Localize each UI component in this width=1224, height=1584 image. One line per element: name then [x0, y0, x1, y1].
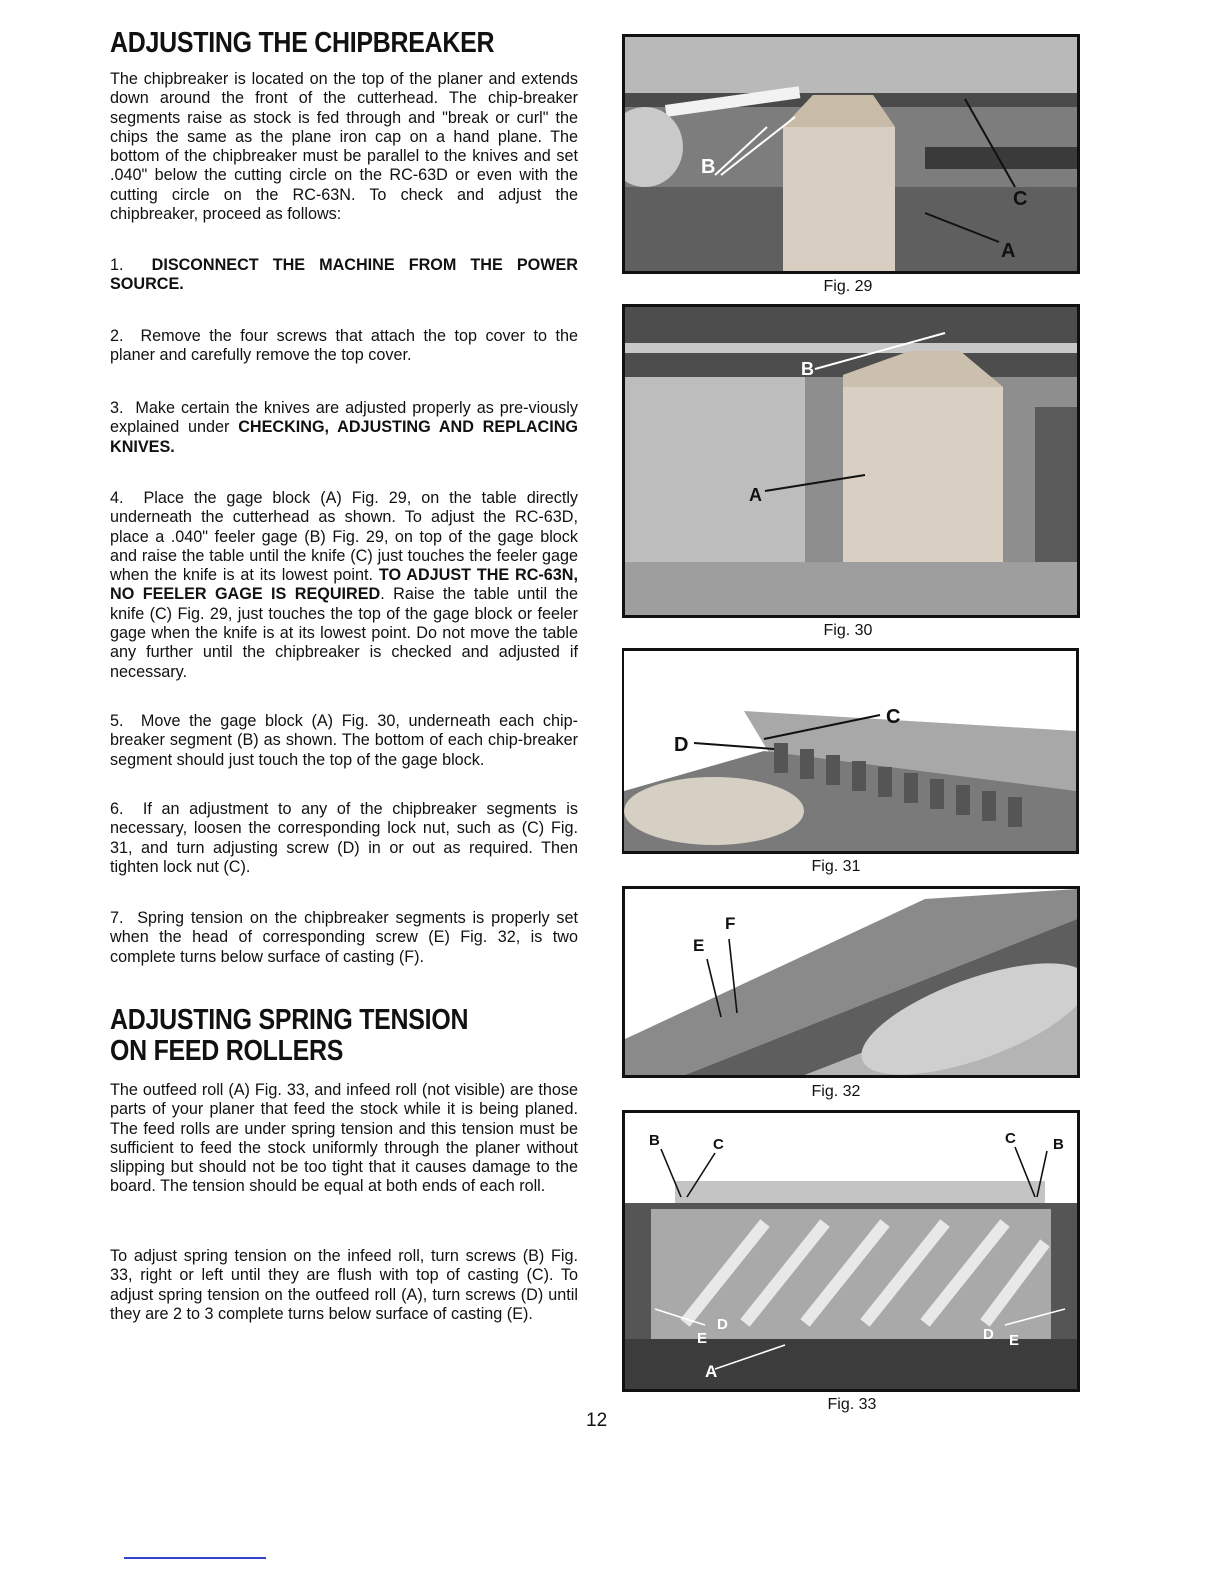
step-6-number: 6. [110, 800, 124, 818]
fig33-label-c-right: C [1005, 1130, 1016, 1147]
figure-33-caption: Fig. 33 [827, 1396, 877, 1413]
fig29-label-a: A [1001, 240, 1016, 262]
figure-32-photo [622, 886, 1080, 1078]
step-4 [110, 489, 578, 682]
fig31-label-d: D [674, 734, 689, 756]
step-6-text: If an adjustment to any of the chipbreaker segments is necessary, loosen the corresponding lock nut, such as (C) Fig. 31, and turn adjusting screw (D) in or out as required. Then tighten lock nut (C). [110, 800, 579, 876]
fig33-label-b-right: B [1053, 1136, 1064, 1153]
figure-29-caption: Fig. 29 [823, 278, 873, 295]
chipbreaker-intro: The chipbreaker is located on the top of the planer and extends down around the front of the cutterhead. The chip-breaker segments raise as stock is fed through and "break or curl" the chips the same as the plane iron cap on a hand plane. The bottom of the chipbreaker must be parallel to the knives and set .040" below the cutting circle on the RC-63D or even with the cutting circle on the RC-63N. To check and adjust the chipbreaker, proceed as follows: [110, 70, 578, 224]
fig33-label-b-left: B [649, 1132, 660, 1149]
section-title-line-1: ADJUSTING SPRING TENSION [110, 1004, 469, 1036]
step-2 [110, 327, 578, 366]
step-4-bold: TO ADJUST THE RC-63N, NO FEELER GAGE IS REQUIRED [110, 566, 578, 604]
figure-31-caption: Fig. 31 [811, 858, 861, 875]
step-4-text-b: . Raise the table until the knife (C) Fig. 29, just touches the top of the gage block or feeler gage when the knife is at its lowest point. Do not move the table any further until the chipbreaker is checked and adjusted if necessary. [110, 585, 578, 681]
fig29-label-c: C [1013, 188, 1028, 210]
section-title-chipbreaker: ADJUSTING THE CHIPBREAKER [110, 27, 495, 59]
step-4-text-a: Place the gage block (A) Fig. 29, on the table directly underneath the cutterhead as shown. To adjust the RC-63D, place a .040" feeler gage (B) Fig. 29, on top of the gage block and raise the table until the knife (C) just touches the feeler gage when the knife is at its lowest point. [110, 489, 579, 585]
step-6 [110, 800, 578, 877]
section-title-feed-rollers [110, 1005, 468, 1067]
step-7-text: Spring tension on the chipbreaker segments is properly set when the head of corresponding screw (E) Fig. 32, is two complete turns below surface of casting (F). [110, 909, 578, 966]
step-7 [110, 909, 578, 967]
fig33-label-a: A [705, 1362, 718, 1381]
page-number: 12 [586, 1410, 608, 1431]
step-5-number: 5. [110, 712, 124, 730]
figure-29-photo [622, 34, 1080, 274]
step-3-bold-ref: CHECKING, ADJUSTING AND REPLACING KNIVES. [110, 418, 579, 456]
step-1-number: 1. [110, 256, 124, 274]
step-3 [110, 399, 578, 457]
fig32-label-f: F [725, 914, 736, 933]
step-1 [110, 256, 578, 295]
fig30-label-b: B [801, 359, 814, 379]
fig33-label-d-right: D [983, 1326, 994, 1343]
figure-30-caption: Fig. 30 [823, 622, 873, 639]
figure-31-photo [622, 648, 1079, 854]
fig33-label-c-left: C [713, 1136, 724, 1153]
step-2-text: Remove the four screws that attach the top cover to the planer and carefully remove the top cover. [110, 327, 579, 365]
feed-rollers-para-1: The outfeed roll (A) Fig. 33, and infeed roll (not visible) are those parts of your planer that feed the stock while it is being planed. The feed rolls are under spring tension and this tension must be sufficient to feed the stock uniformly through the planer without slipping but should not be too tight that it causes damage to the board. The tension should be equal at both ends of each roll. [110, 1081, 578, 1196]
feed-rollers-para-2: To adjust spring tension on the infeed roll, turn screws (B) Fig. 33, right or left until they are flush with top of casting (C). To adjust spring tension on the outfeed roll (A), turn screws (D) until they are 2 to 3 complete turns below surface of casting (E). [110, 1247, 578, 1323]
step-3-text: Make certain the knives are adjusted properly as pre-viously explained under [110, 399, 578, 437]
figure-33-photo [622, 1110, 1080, 1392]
fig29-label-b: B [701, 156, 716, 178]
fig32-label-e: E [693, 936, 705, 955]
fig31-label-c: C [886, 706, 901, 728]
step-2-number: 2. [110, 327, 124, 345]
step-4-number: 4. [110, 489, 124, 507]
step-1-text: DISCONNECT THE MACHINE FROM THE POWER SOURCE. [110, 256, 578, 294]
step-5 [110, 712, 578, 770]
fig33-label-d-left: D [717, 1316, 728, 1333]
figure-30-photo [622, 304, 1080, 618]
section-title-line-2: ON FEED ROLLERS [110, 1035, 344, 1067]
fig33-label-e-left: E [697, 1330, 708, 1347]
step-7-number: 7. [110, 909, 124, 927]
footer-line [124, 1557, 266, 1559]
fig30-label-a: A [749, 485, 762, 505]
step-5-text: Move the gage block (A) Fig. 30, underneath each chip-breaker segment (B) as shown. The bottom of each chip-breaker segment should just touch the top of the gage block. [110, 712, 578, 769]
figure-32-caption: Fig. 32 [811, 1083, 861, 1100]
step-3-number: 3. [110, 399, 124, 417]
fig33-label-e-right: E [1009, 1332, 1020, 1349]
